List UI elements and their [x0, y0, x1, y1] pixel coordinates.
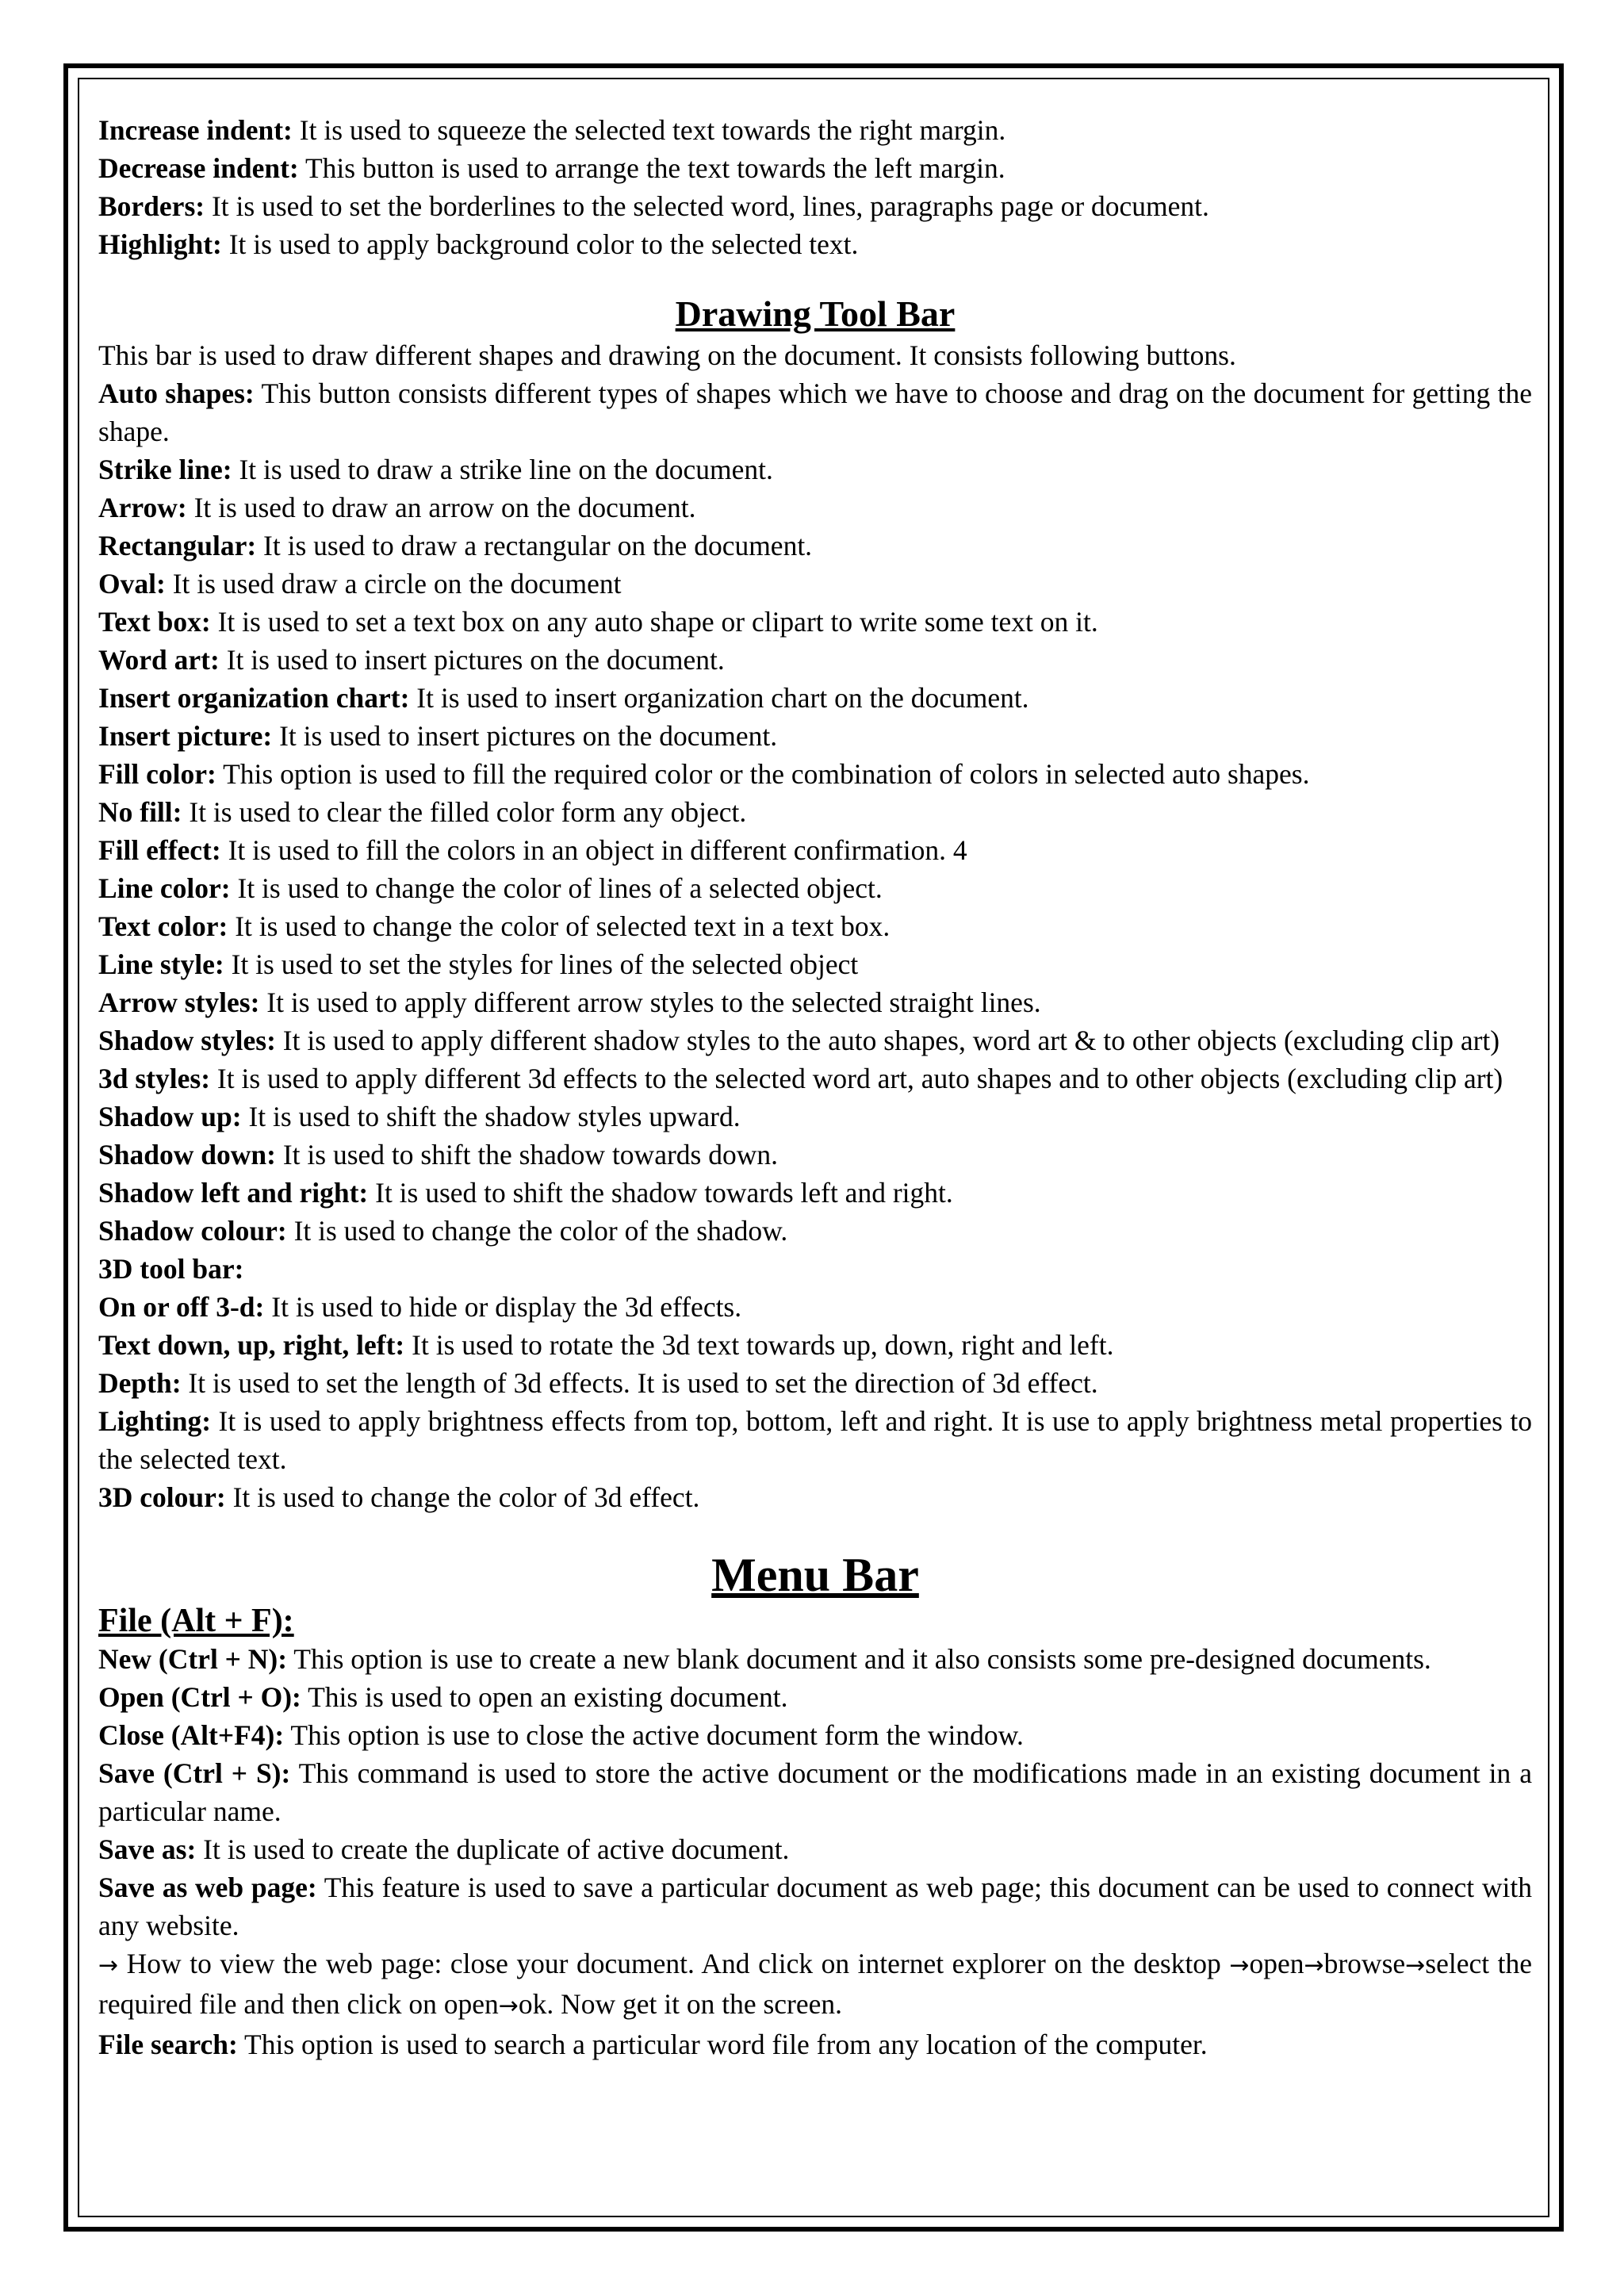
entry-highlight: Highlight: It is used to apply background color to the selected text.: [98, 228, 859, 260]
entry-shadow-down: Shadow down: It is used to shift the shadow towards down.: [98, 1139, 778, 1170]
arrow-right-icon: →: [498, 1992, 519, 2020]
entry-save-as-web-page: Save as web page: This feature is used to save a particular document as web page; this document can be used to connect with any website.: [98, 1872, 1532, 1941]
entry-arrow: Arrow: It is used to draw an arrow on the document.: [98, 492, 696, 523]
entry-close: Close (Alt+F4): This option is use to close the active document form the window.: [98, 1719, 1024, 1751]
entry-insert-picture: Insert picture: It is used to insert pictures on the document.: [98, 720, 778, 752]
entry-word-art: Word art: It is used to insert pictures on the document.: [98, 644, 725, 676]
arrow-right-icon: →: [1229, 1952, 1250, 1979]
entry-no-fill: No fill: It is used to clear the filled color form any object.: [98, 796, 747, 828]
entry-open: Open (Ctrl + O): This is used to open an existing document.: [98, 1681, 788, 1713]
entry-3d-tool-bar: 3D tool bar:: [98, 1253, 244, 1285]
entry-auto-shapes: Auto shapes: This button consists different types of shapes which we have to choose and drag on the document for getting the shape.: [98, 377, 1532, 447]
drawing-toolbar-list: [98, 374, 1532, 1516]
entry-decrease-indent: Decrease indent: This button is used to arrange the text towards the left margin.: [98, 152, 1005, 184]
entry-depth: Depth: It is used to set the length of 3d effects. It is used to set the direction of 3d effect.: [98, 1367, 1098, 1399]
entry-shadow-up: Shadow up: It is used to shift the shadow styles upward.: [98, 1101, 741, 1132]
menu-bar-heading: Menu Bar: [711, 1549, 919, 1601]
drawing-toolbar-heading: Drawing Tool Bar: [675, 293, 956, 334]
entry-text-color: Text color: It is used to change the color of selected text in a text box.: [98, 910, 891, 942]
entry-borders: Borders: It is used to set the borderlines to the selected word, lines, paragraphs page or document.: [98, 190, 1209, 222]
arrow-right-icon: →: [1405, 1952, 1426, 1979]
entry-oval: Oval: It is used draw a circle on the document: [98, 568, 622, 600]
entry-shadow-styles: Shadow styles: It is used to apply different shadow styles to the auto shapes, word art & to other objects (excluding clip art): [98, 1025, 1500, 1056]
entry-shadow-left-right: Shadow left and right: It is used to shift the shadow towards left and right.: [98, 1177, 953, 1209]
arrow-right-icon: →: [1304, 1952, 1324, 1979]
entry-save-as: Save as: It is used to create the duplicate of active document.: [98, 1833, 790, 1865]
entry-on-off-3d: On or off 3-d: It is used to hide or display the 3d effects.: [98, 1291, 742, 1323]
document-body: [98, 111, 1532, 2063]
entry-lighting: Lighting: It is used to apply brightness effects from top, bottom, left and right. It is use to apply brightness metal properties to the selected text.: [98, 1405, 1532, 1475]
entry-fill-effect: Fill effect: It is used to fill the colors in an object in different confirmation. 4: [98, 834, 967, 866]
entry-fill-color: Fill color: This option is used to fill the required color or the combination of colors in selected auto shapes.: [98, 758, 1310, 790]
entry-rectangular: Rectangular: It is used to draw a rectangular on the document.: [98, 530, 813, 561]
arrow-right-icon: →: [98, 1952, 119, 1979]
file-menu-list: [98, 1640, 1532, 2063]
entry-line-style: Line style: It is used to set the styles for lines of the selected object: [98, 948, 859, 980]
entry-save: Save (Ctrl + S): This command is used to store the active document or the modifications made in an existing document in a particular name.: [98, 1757, 1532, 1827]
entry-strike-line: Strike line: It is used to draw a strike line on the document.: [98, 454, 773, 485]
entry-howto-web-page: → How to view the web page: close your document. And click on internet explorer on the desktop →open→browse→select the required file and then click on open→ok. Now get it on the screen.: [98, 1948, 1532, 2020]
formatting-buttons-list: [98, 111, 1532, 263]
entry-insert-organization-chart: Insert organization chart: It is used to insert organization chart on the document.: [98, 682, 1029, 714]
entry-shadow-colour: Shadow colour: It is used to change the color of the shadow.: [98, 1215, 788, 1247]
entry-text-direction: Text down, up, right, left: It is used to rotate the 3d text towards up, down, right and left.: [98, 1329, 1114, 1361]
file-menu-heading: File (Alt + F):: [98, 1603, 294, 1639]
entry-3d-colour: 3D colour: It is used to change the color of 3d effect.: [98, 1481, 700, 1513]
entry-3d-styles: 3d styles: It is used to apply different 3d effects to the selected word art, auto shapes and to other objects (excluding clip art): [98, 1063, 1503, 1094]
entry-text-box: Text box: It is used to set a text box on any auto shape or clipart to write some text on it.: [98, 606, 1098, 638]
entry-file-search: File search: This option is used to search a particular word file from any location of the computer.: [98, 2029, 1208, 2060]
drawing-toolbar-intro: This bar is used to draw different shapes and drawing on the document. It consists following buttons.: [98, 339, 1236, 371]
entry-arrow-styles: Arrow styles: It is used to apply different arrow styles to the selected straight lines.: [98, 987, 1041, 1018]
entry-increase-indent: Increase indent: It is used to squeeze the selected text towards the right margin.: [98, 114, 1006, 146]
entry-line-color: Line color: It is used to change the color of lines of a selected object.: [98, 872, 883, 904]
entry-new: New (Ctrl + N): This option is use to create a new blank document and it also consists some pre-designed documents.: [98, 1643, 1431, 1675]
